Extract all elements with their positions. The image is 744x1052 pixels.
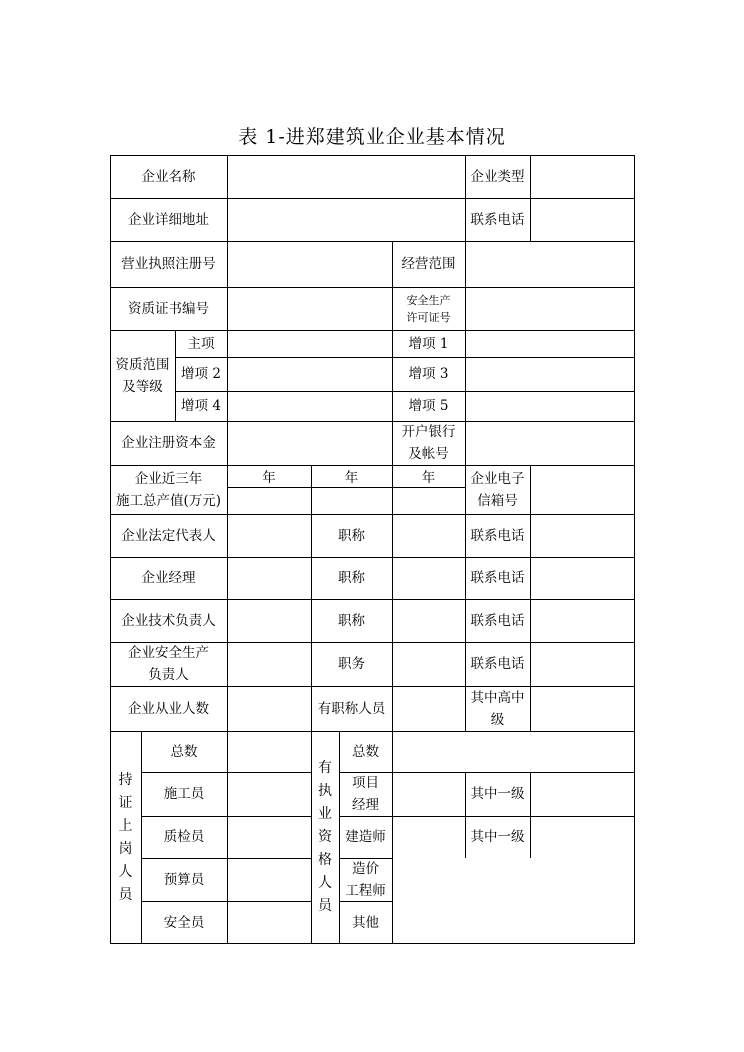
add-item-2-field[interactable] xyxy=(227,357,392,391)
label-output-value: 企业近三年 施工总产值(万元) xyxy=(115,470,222,509)
license-no-field[interactable] xyxy=(227,241,392,287)
label-year-2: 年 xyxy=(344,470,359,486)
label-manager-phone: 联系电话 xyxy=(470,570,525,586)
manager-phone-field[interactable] xyxy=(530,557,635,599)
manager-field[interactable] xyxy=(227,557,311,599)
label-cost-engineer: 造价 工程师 xyxy=(345,860,386,899)
output-year-1-field[interactable] xyxy=(227,487,311,514)
staff-count-field[interactable] xyxy=(227,686,311,731)
tech-lead-field[interactable] xyxy=(227,599,311,642)
label-legal-rep-title: 职称 xyxy=(338,527,365,544)
label-company-name: 企业名称 xyxy=(141,168,196,185)
legal-rep-title-field[interactable] xyxy=(392,514,465,557)
label-add-item-1: 增项 1 xyxy=(408,335,449,352)
quality-inspector-field[interactable] xyxy=(227,816,311,858)
label-phone: 联系电话 xyxy=(470,211,525,228)
label-quality-inspector: 质检员 xyxy=(163,829,205,845)
cost-engineer-field[interactable] xyxy=(392,858,635,944)
label-tech-lead: 企业技术负责人 xyxy=(121,612,216,629)
add-item-5-field[interactable] xyxy=(465,391,635,421)
label-certified-staff: 持 证 上 岗 人 员 xyxy=(118,771,133,903)
email-field[interactable] xyxy=(530,465,635,514)
label-qualified-total: 总数 xyxy=(352,743,379,760)
label-legal-rep: 企业法定代表人 xyxy=(121,527,216,544)
label-main-item: 主项 xyxy=(187,335,215,352)
main-item-field[interactable] xyxy=(227,330,392,357)
add-item-1-field[interactable] xyxy=(465,330,635,357)
senior-mid-field[interactable] xyxy=(530,686,635,731)
address-phone-field[interactable] xyxy=(530,198,635,241)
output-year-2-field[interactable] xyxy=(311,487,392,514)
construction-staff-field[interactable] xyxy=(227,772,311,816)
junior-2-field[interactable] xyxy=(530,816,635,858)
output-year-3-field[interactable] xyxy=(392,487,465,514)
tech-lead-phone-field[interactable] xyxy=(530,599,635,642)
project-manager-field[interactable] xyxy=(392,772,465,816)
label-safety-lead-position: 职务 xyxy=(338,656,365,672)
safety-staff-field[interactable] xyxy=(227,901,311,944)
label-license-no: 营业执照注册号 xyxy=(121,256,216,272)
tech-lead-title-field[interactable] xyxy=(392,599,465,642)
label-qualified-staff: 有 执 业 资 格 人 员 xyxy=(318,760,332,914)
safety-lead-field[interactable] xyxy=(227,642,311,686)
table-title: 表 1-进郑建筑业企业基本情况 xyxy=(238,126,506,148)
titled-staff-field[interactable] xyxy=(392,686,465,731)
label-staff-count: 企业从业人数 xyxy=(128,700,209,717)
label-manager-title: 职称 xyxy=(338,570,365,586)
label-budget-staff: 预算员 xyxy=(163,871,205,888)
budget-staff-field[interactable] xyxy=(227,858,311,901)
label-address: 企业详细地址 xyxy=(128,211,209,228)
safety-lead-phone-field[interactable] xyxy=(530,642,635,686)
label-add-item-2: 增项 2 xyxy=(181,366,221,382)
qualification-cert-no-field[interactable] xyxy=(227,287,392,330)
label-tech-lead-title: 职称 xyxy=(338,612,365,629)
manager-title-field[interactable] xyxy=(392,557,465,599)
label-add-item-5: 增项 5 xyxy=(408,398,449,414)
label-company-type: 企业类型 xyxy=(470,168,525,185)
address-field[interactable] xyxy=(227,198,465,241)
label-business-scope: 经营范围 xyxy=(401,256,456,272)
label-junior-2: 其中一级 xyxy=(470,829,525,845)
label-safety-staff: 安全员 xyxy=(163,914,205,931)
registered-capital-field[interactable] xyxy=(227,421,392,465)
label-titled-staff: 有职称人员 xyxy=(317,700,386,717)
label-qualification-scope: 资质范围 及等级 xyxy=(115,356,170,395)
company-type-field[interactable] xyxy=(530,155,635,198)
label-manager: 企业经理 xyxy=(141,570,196,586)
label-qualification-cert-no: 资质证书编号 xyxy=(128,300,209,317)
certified-total-field[interactable] xyxy=(227,731,311,772)
label-other: 其他 xyxy=(352,914,379,931)
label-add-item-3: 增项 3 xyxy=(408,366,449,382)
legal-rep-field[interactable] xyxy=(227,514,311,557)
label-senior-mid: 其中高中 级 xyxy=(470,689,525,728)
label-legal-rep-phone: 联系电话 xyxy=(470,527,525,544)
label-email: 企业电子 信箱号 xyxy=(470,470,525,509)
label-construction-staff: 施工员 xyxy=(163,786,205,802)
add-item-3-field[interactable] xyxy=(465,357,635,391)
safety-lead-position-field[interactable] xyxy=(392,642,465,686)
junior-1-field[interactable] xyxy=(530,772,635,816)
company-name-field[interactable] xyxy=(227,155,465,198)
label-tech-lead-phone: 联系电话 xyxy=(470,612,525,629)
label-add-item-4: 增项 4 xyxy=(181,398,221,414)
label-year-1: 年 xyxy=(262,470,276,486)
safety-license-no-field[interactable] xyxy=(465,287,635,330)
label-constructor: 建造师 xyxy=(345,829,386,845)
label-safety-lead-phone: 联系电话 xyxy=(470,656,525,672)
constructor-field[interactable] xyxy=(392,816,465,858)
bank-account-field[interactable] xyxy=(465,421,635,465)
legal-rep-phone-field[interactable] xyxy=(530,514,635,557)
business-scope-field[interactable] xyxy=(465,241,635,287)
label-project-manager: 项目 经理 xyxy=(352,775,379,813)
label-bank-account: 开户银行 及帐号 xyxy=(401,424,456,462)
label-safety-license-no: 安全生产 许可证号 xyxy=(406,293,451,324)
qualified-total-field[interactable] xyxy=(392,731,635,772)
label-registered-capital: 企业注册资本金 xyxy=(121,435,216,451)
label-year-3: 年 xyxy=(421,470,436,486)
label-safety-lead: 企业安全生产 负责人 xyxy=(128,645,209,683)
label-junior-1: 其中一级 xyxy=(470,786,525,802)
add-item-4-field[interactable] xyxy=(227,391,392,421)
label-certified-total: 总数 xyxy=(170,743,198,760)
